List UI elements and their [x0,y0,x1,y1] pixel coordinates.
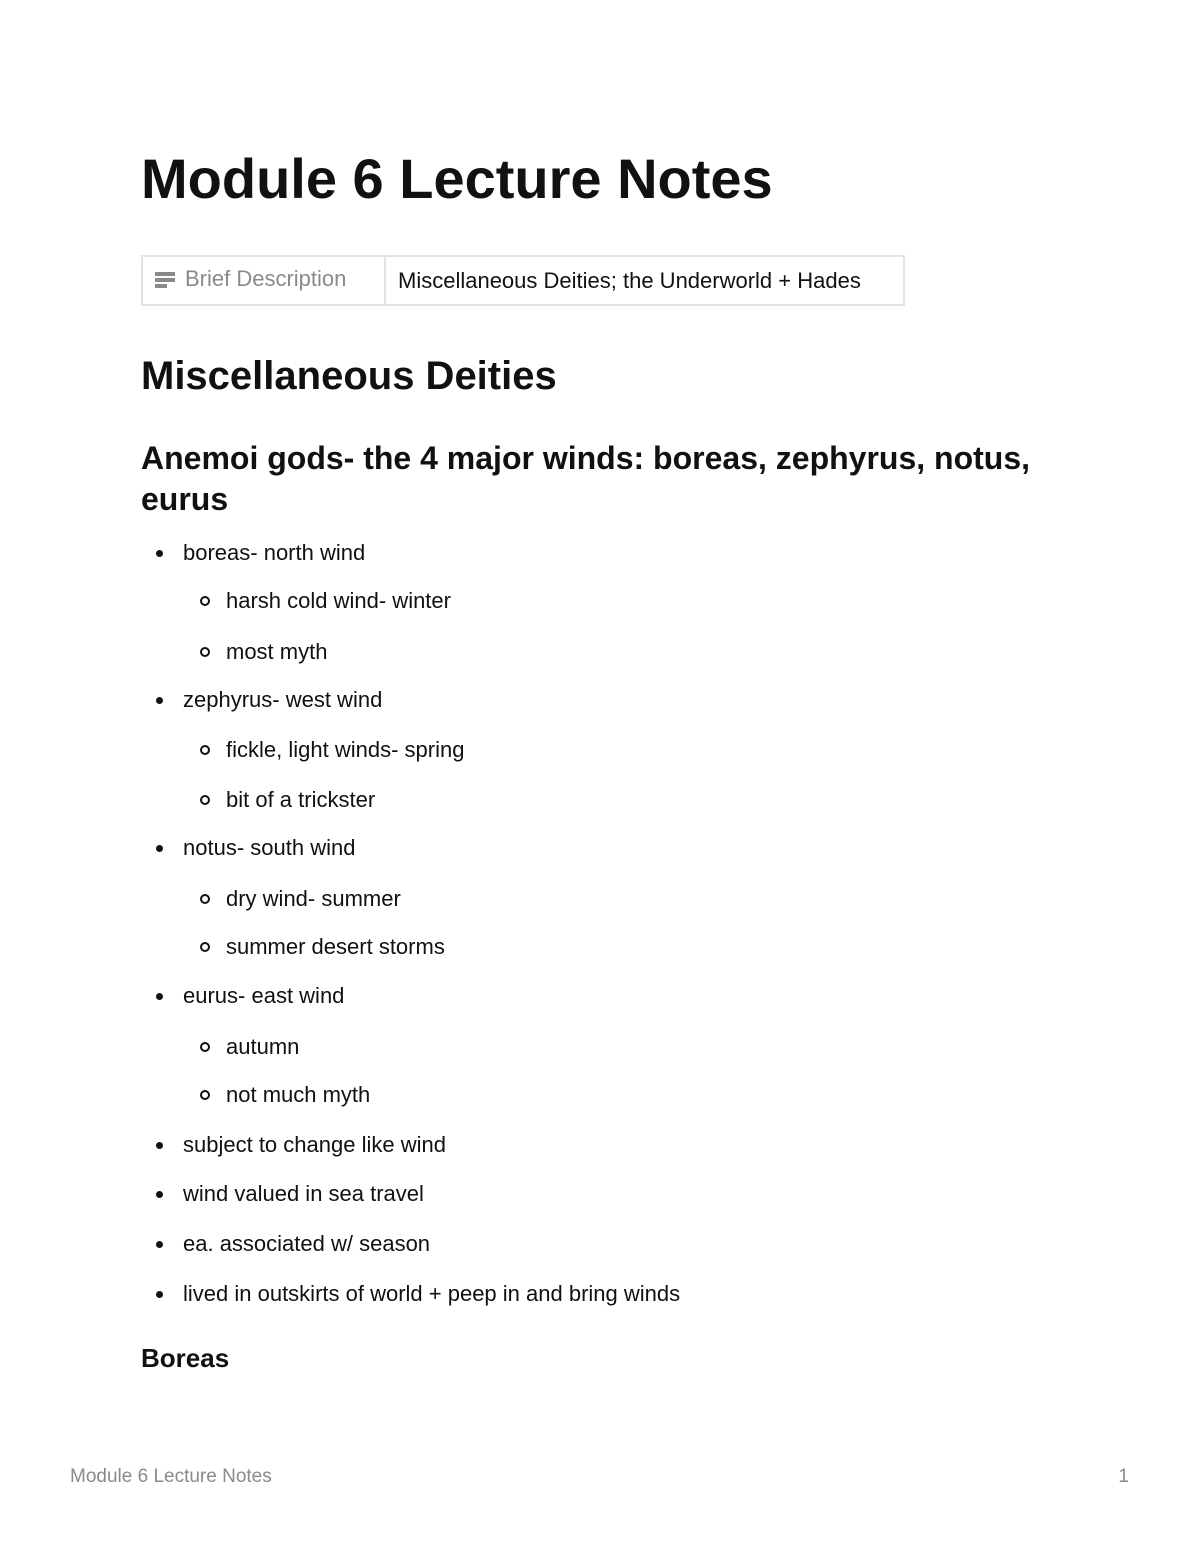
text-lines-icon [155,269,175,295]
list-subitem: not much myth [226,1080,370,1110]
property-row [142,256,904,305]
section-heading-miscellaneous-deities: Miscellaneous Deities [141,354,557,398]
list-subitem: harsh cold wind- winter [226,586,451,616]
list-item: subject to change like wind [183,1130,446,1160]
footer-document-title: Module 6 Lecture Notes [70,1466,272,1487]
list-item: eurus- east wind [183,981,344,1011]
list-subitem: dry wind- summer [226,884,401,914]
subheading-boreas: Boreas [141,1343,230,1373]
subheading-anemoi-gods: Anemoi gods- the 4 major winds: boreas, zephyrus, notus, eurus [141,440,1031,517]
list-subitem: summer desert storms [226,932,445,962]
page-title: Module 6 Lecture Notes [141,147,773,210]
property-name: Brief Description [185,266,347,291]
list-item: zephyrus- west wind [183,685,382,715]
list-item: notus- south wind [183,833,355,863]
list-subitem: most myth [226,637,327,667]
list-item: boreas- north wind [183,538,365,568]
list-item: ea. associated w/ season [183,1229,430,1259]
properties-table [141,255,905,306]
list-item: wind valued in sea travel [183,1179,424,1209]
list-subitem: fickle, light winds- spring [226,735,464,765]
list-subitem: bit of a trickster [226,785,375,815]
list-subitem: autumn [226,1032,299,1062]
list-item: lived in outskirts of world + peep in and bring winds [183,1279,680,1309]
property-name-cell [142,256,385,305]
footer-page-number: 1 [1118,1466,1129,1487]
property-value: Miscellaneous Deities; the Underworld + Hades [385,256,904,305]
